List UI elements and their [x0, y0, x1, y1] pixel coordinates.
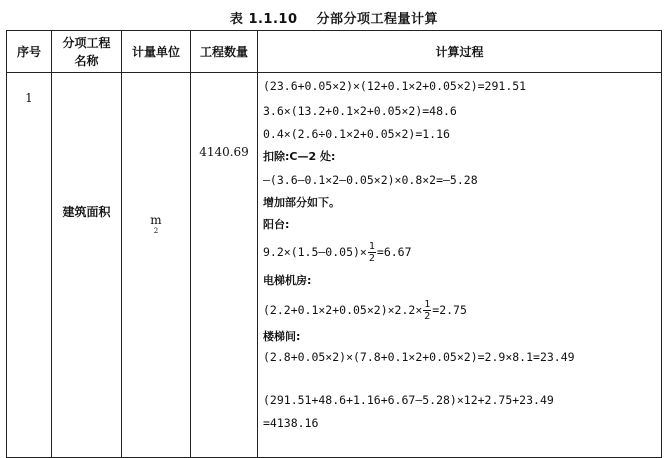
- calc-line-8-post: =6.67: [376, 245, 412, 259]
- header-quantity: 工程数量: [191, 31, 258, 73]
- calc-line-13: (291.51+48.6+1.16+6.67—5.28)×12+2.75+23.49: [263, 393, 554, 407]
- table-number: 表 1.1.10: [229, 12, 298, 27]
- unit-sup: 2: [153, 227, 159, 235]
- fraction-denominator: 2: [368, 253, 375, 264]
- calc-line-4: 扣除:C—2 处:: [263, 150, 336, 163]
- table-row: [7, 73, 662, 458]
- calc-line-14: =4138.16: [263, 416, 319, 430]
- row-quantity: 4140.69: [199, 145, 249, 159]
- header-row: [7, 31, 662, 73]
- cell-item: [52, 73, 122, 458]
- fraction-denominator-2: 2: [424, 311, 431, 322]
- fraction-numerator-2: 1: [424, 299, 431, 310]
- header-item-line2: 名称: [74, 53, 99, 68]
- calc-line-10-post: =2.75: [432, 303, 467, 317]
- row-item: 建筑面积: [62, 204, 111, 219]
- table-title-text: 分部分项工程量计算: [316, 12, 439, 27]
- calc-line-7: 阳台:: [263, 218, 290, 231]
- calc-line-10-pre: (2.2+0.1×2+0.05×2)×2.2×: [263, 303, 423, 317]
- calc-lines: [258, 73, 661, 434]
- calc-line-11: 楼梯间:: [263, 330, 301, 343]
- header-item: [52, 31, 122, 73]
- calc-line-2: 3.6×(13.2+0.1×2+0.05×2)=48.6: [263, 104, 457, 118]
- calc-line-10: [263, 293, 661, 327]
- fraction-half-2: [423, 299, 431, 322]
- row-seq: 1: [25, 91, 33, 105]
- table-title: [0, 8, 668, 27]
- cell-seq: [7, 73, 52, 458]
- header-seq: 序号: [7, 31, 52, 73]
- cell-quantity: [191, 73, 258, 458]
- header-unit: 计量单位: [122, 31, 191, 73]
- header-item-line1: 分项工程: [62, 35, 111, 50]
- calc-line-3: 0.4×(2.6÷0.1×2+0.05×2)=1.16: [263, 127, 450, 141]
- calc-line-1: (23.6+0.05×2)×(12+0.1×2+0.05×2)=291.51: [263, 79, 527, 93]
- quantity-table: [6, 30, 662, 458]
- header-process: 计算过程: [258, 31, 662, 73]
- cell-process: [258, 73, 662, 458]
- calc-line-12: (2.8+0.05×2)×(7.8+0.1×2+0.05×2)=2.9×8.1=23.49: [263, 350, 575, 364]
- cell-unit: [122, 73, 191, 458]
- fraction-numerator: 1: [368, 241, 375, 252]
- fraction-half: [368, 241, 376, 264]
- calc-line-9: 电梯机房:: [263, 274, 312, 287]
- calc-line-5: —(3.6—0.1×2—0.05×2)×0.8×2=—5.28: [263, 173, 478, 187]
- row-unit: [122, 73, 190, 241]
- unit-base: m: [150, 213, 162, 227]
- calc-line-8-pre: 9.2×(1.5—0.05)×: [263, 245, 367, 259]
- calc-line-6: 增加部分如下。: [263, 196, 340, 209]
- calc-line-8: [263, 236, 661, 269]
